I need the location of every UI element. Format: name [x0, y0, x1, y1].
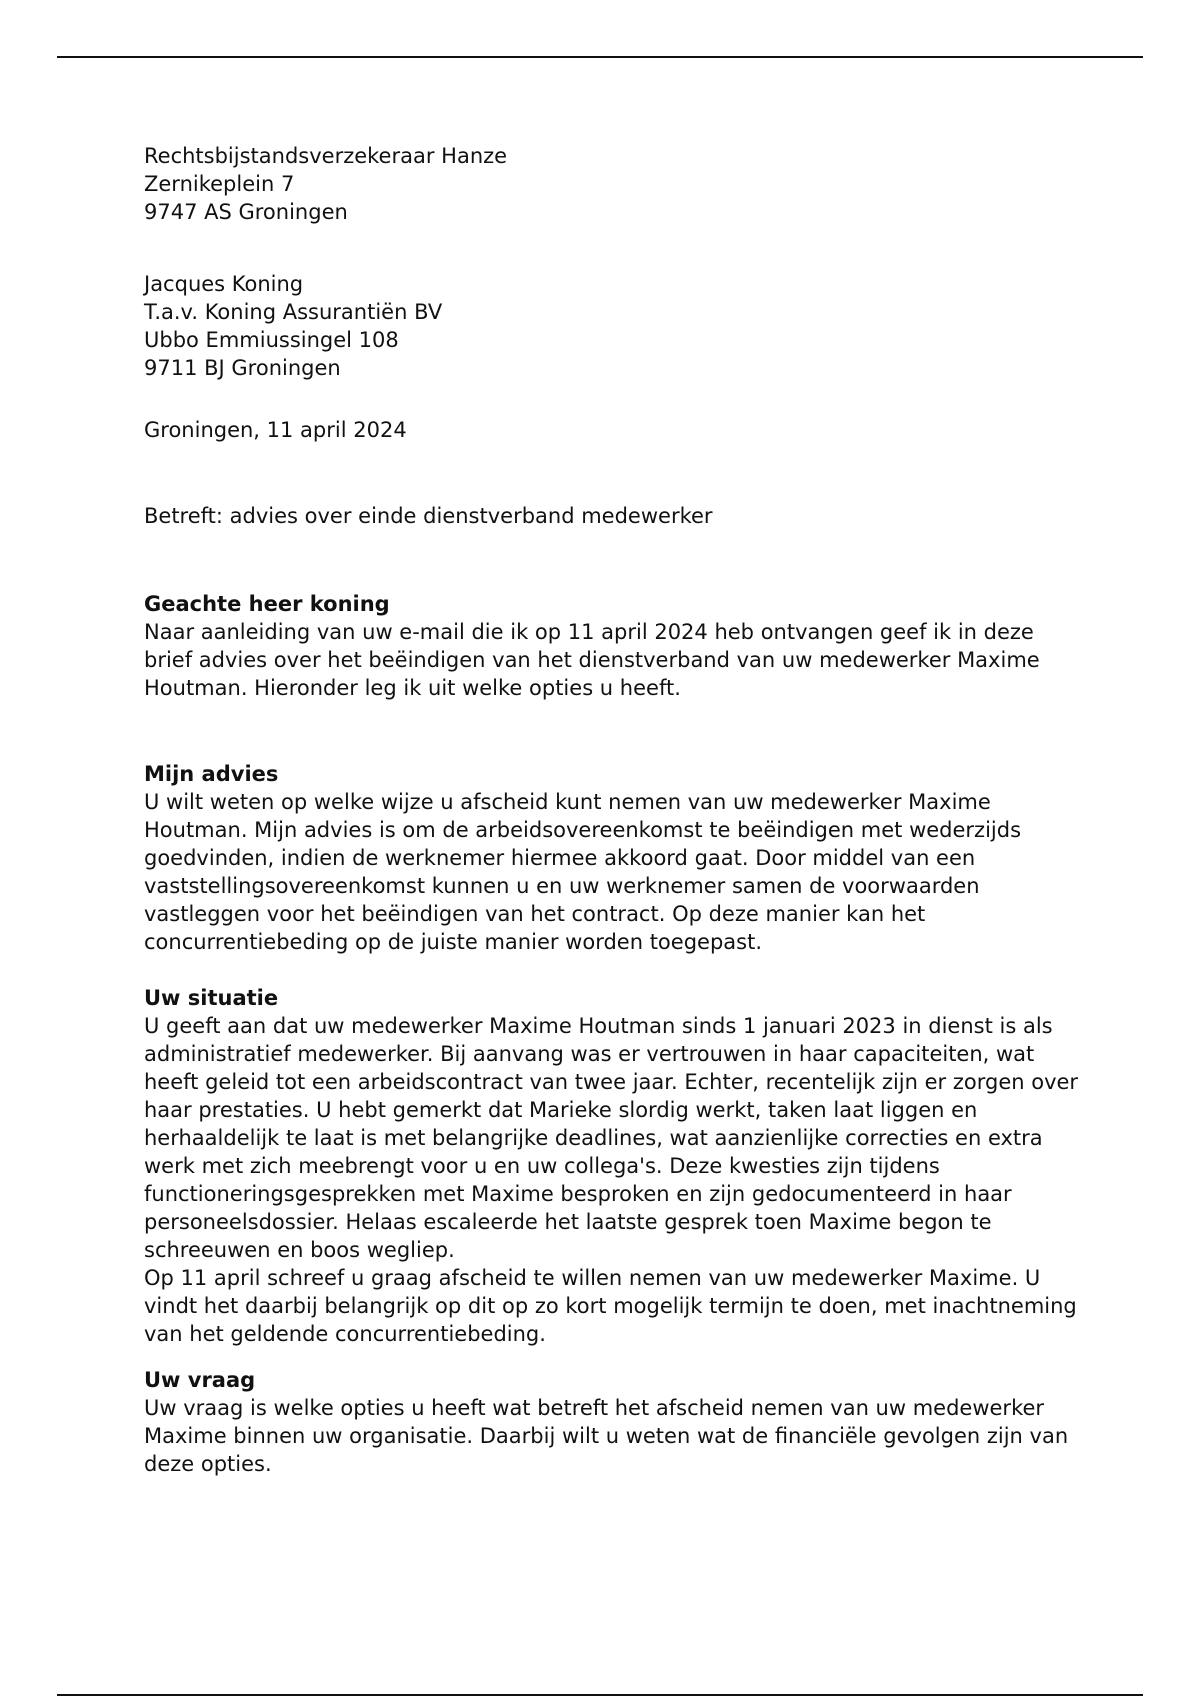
top-divider: [57, 56, 1143, 58]
situatie-paragraph-2: Op 11 april schreef u graag afscheid te willen nemen van uw medewerker Maxime. U vindt het daarbij belangrijk op dit op zo kort mogelijk termijn te doen, met inachtneming van het geldende concurrentiebeding.: [144, 1266, 1077, 1346]
bottom-divider: [57, 1694, 1143, 1696]
letter-page: [144, 142, 1084, 1478]
sender-street: Zernikeplein 7: [144, 172, 295, 196]
vraag-paragraph: Uw vraag is welke opties u heeft wat betreft het afscheid nemen van uw medewerker Maxime binnen uw organisatie. Daarbij wilt u weten wat de financiële gevolgen zijn van deze opties.: [144, 1396, 1069, 1476]
situatie-section: [144, 984, 1084, 1348]
advies-paragraph: U wilt weten op welke wijze u afscheid kunt nemen van uw medewerker Maxime Houtman. Mijn advies is om de arbeidsovereenkomst te beëindigen met wederzijds goedvinden, indien de werknemer hiermee akkoord gaat. Door middel van een vaststellingsovereenkomst kunnen u en uw werknemer samen de voorwaarden vastleggen voor het beëindigen van het contract. Op deze manier kan het concurrentiebeding op de juiste manier worden toegepast.: [144, 790, 1022, 954]
advies-heading: Mijn advies: [144, 762, 279, 786]
advies-section: [144, 760, 1084, 956]
sender-name: Rechtsbijstandsverzekeraar Hanze: [144, 144, 508, 168]
recipient-name: Jacques Koning: [144, 272, 304, 296]
greeting-heading: Geachte heer koning: [144, 592, 390, 616]
greeting-paragraph: Naar aanleiding van uw e-mail die ik op 11 april 2024 heb ontvangen geef ik in deze brief advies over het beëindigen van het dienstverband van uw medewerker Maxime Houtman. Hieronder leg ik uit welke opties u heeft.: [144, 620, 1040, 700]
recipient-postal-city: 9711 BJ Groningen: [144, 356, 341, 380]
recipient-street: Ubbo Emmiussingel 108: [144, 328, 399, 352]
letter-date: Groningen, 11 april 2024: [144, 418, 407, 442]
sender-address: [144, 142, 1084, 226]
situatie-heading: Uw situatie: [144, 986, 279, 1010]
recipient-address: [144, 270, 1084, 382]
sender-postal-city: 9747 AS Groningen: [144, 200, 348, 224]
situatie-paragraph-1: U geeft aan dat uw medewerker Maxime Houtman sinds 1 januari 2023 in dienst is als administratief medewerker. Bij aanvang was er vertrouwen in haar capaciteiten, wat heeft geleid tot een arbeidscontract van twee jaar. Echter, recentelijk zijn er zorgen over haar prestaties. U hebt gemerkt dat Marieke slordig werkt, taken laat liggen en herhaaldelijk te laat is met belangrijke deadlines, wat aanzienlijke correcties en extra werk met zich meebrengt voor u en uw collega's. Deze kwesties zijn tijdens functioneringsgesprekken met Maxime besproken en zijn gedocumenteerd in haar personeelsdossier. Helaas escaleerde het laatste gesprek toen Maxime begon te schreeuwen en boos wegliep.: [144, 1014, 1079, 1262]
greeting-section: [144, 590, 1084, 702]
vraag-section: [144, 1366, 1084, 1478]
vraag-heading: Uw vraag: [144, 1368, 256, 1392]
letter-subject: Betreft: advies over einde dienstverband medewerker: [144, 504, 713, 528]
recipient-company: T.a.v. Koning Assurantiën BV: [144, 300, 443, 324]
